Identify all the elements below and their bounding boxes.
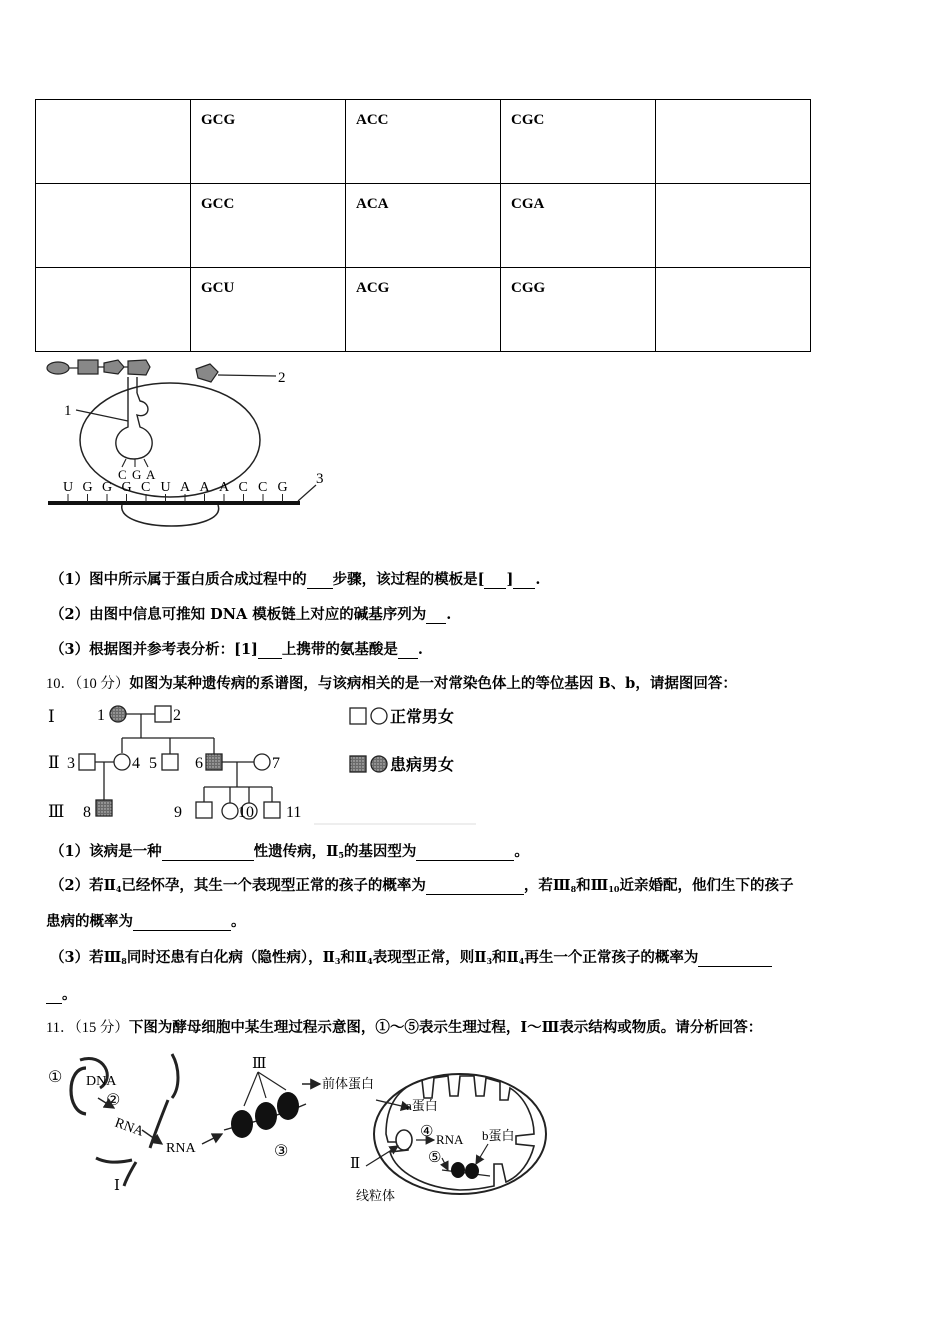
question-text: 下图为酵母细胞中某生理过程示意图，①～⑤表示生理过程，Ⅰ～Ⅲ表示结构或物质。请分析回答： — [128, 1019, 763, 1036]
blank — [698, 949, 772, 967]
text: （3）根据图并参考表分析：[1] — [50, 641, 258, 658]
subscript: 8 — [570, 884, 577, 894]
legend-female-affected — [371, 756, 387, 772]
female-normal — [114, 754, 130, 770]
q10-sub3-cont — [46, 983, 77, 1004]
mrna-base: C — [141, 480, 151, 495]
male-normal — [155, 706, 171, 722]
male-affected — [96, 800, 112, 816]
text: . — [535, 571, 541, 588]
blank — [426, 606, 446, 624]
q9-sub1 — [50, 568, 540, 589]
mitochondrial-dna — [396, 1130, 412, 1150]
text: 的基因型为 — [343, 843, 417, 860]
q9-sub2 — [50, 603, 451, 624]
q10-sub2 — [50, 874, 793, 895]
subscript: 10 — [608, 884, 620, 894]
text: . — [446, 606, 452, 623]
label-1: 1 — [64, 403, 72, 419]
question-score: （10 分） — [75, 676, 130, 692]
blank — [398, 641, 418, 659]
mrna-base: G — [82, 480, 93, 495]
legend-female-normal — [371, 708, 387, 724]
anticodon-legs — [122, 459, 148, 467]
structure-II-label: Ⅱ — [350, 1156, 361, 1172]
table-row — [36, 100, 811, 184]
text: 已经怀孕，其生一个表现型正常的孩子的概率为 — [121, 877, 426, 894]
question-text: 如图为某种遗传病的系谱图，与该病相关的是一对常染色体上的等位基因 B、b，请据图回答： — [129, 675, 737, 692]
text: ] — [506, 571, 514, 588]
question-score: （15 分） — [74, 1020, 129, 1036]
male-normal — [196, 802, 212, 818]
text: 和Ⅲ — [576, 877, 609, 894]
person-id: 6 — [195, 755, 203, 772]
b-protein-label: b蛋白 — [482, 1128, 515, 1143]
legend-affected-label: 患病男女 — [390, 757, 455, 774]
text: ，若Ⅲ — [523, 877, 571, 894]
person-id: 2 — [173, 707, 181, 724]
table-cell — [36, 100, 191, 184]
structure-I-label: Ⅰ — [114, 1178, 120, 1194]
male-normal — [162, 754, 178, 770]
subscript: 3 — [486, 956, 493, 966]
translation-diagram — [40, 355, 340, 545]
text: 。 — [62, 986, 77, 1003]
text: 和Ⅱ — [492, 949, 519, 966]
anticodon-base: C — [118, 467, 127, 482]
text: （2）若Ⅱ — [50, 877, 116, 894]
pedigree-chart — [44, 700, 484, 828]
text: （1）图中所示属于蛋白质合成过程中的 — [50, 571, 307, 588]
text: 。 — [231, 913, 246, 930]
person-id: 4 — [132, 755, 140, 772]
blank — [133, 913, 231, 931]
mrna-base: G — [277, 480, 288, 495]
person-id: 5 — [149, 755, 157, 772]
trna — [116, 377, 152, 459]
table-cell: CGC — [501, 100, 656, 184]
table-cell: CGG — [501, 268, 656, 352]
subscript: 4 — [518, 956, 525, 966]
blank — [513, 571, 535, 589]
female-normal — [222, 803, 238, 819]
male-normal — [79, 754, 95, 770]
process-4-label: ④ — [420, 1124, 434, 1140]
text: 和Ⅱ — [340, 949, 368, 966]
blank — [46, 986, 62, 1004]
mrna-base: U — [63, 480, 74, 495]
table-cell: ACC — [346, 100, 501, 184]
person-id: 11 — [286, 804, 302, 821]
mrna-base: C — [238, 480, 248, 495]
blank — [162, 843, 254, 861]
table-row — [36, 268, 811, 352]
generation-label: Ⅱ — [48, 753, 60, 772]
subscript: 4 — [367, 956, 373, 966]
codon-table — [35, 99, 811, 352]
label-2: 2 — [278, 370, 286, 386]
mrna-bases — [63, 480, 288, 502]
subscript: 5 — [338, 850, 344, 860]
process-1-label: ① — [48, 1069, 63, 1086]
table-cell — [656, 100, 811, 184]
mito-ribosome — [451, 1162, 479, 1179]
mrna-base: G — [102, 480, 113, 495]
table-cell: ACG — [346, 268, 501, 352]
rna-label: RNA — [112, 1115, 146, 1140]
blank — [484, 571, 506, 589]
mrna-base: A — [180, 480, 191, 495]
subscript: 3 — [334, 956, 341, 966]
table-cell: GCG — [191, 100, 346, 184]
table-cell: GCC — [191, 184, 346, 268]
legend-male-affected — [350, 756, 366, 772]
text: 步骤，该过程的模板是[ — [332, 571, 485, 588]
mrna-base: C — [258, 480, 268, 495]
rna-label: RNA — [166, 1141, 196, 1156]
blank — [416, 843, 514, 861]
person-id: 8 — [83, 804, 91, 821]
generation-label: Ⅰ — [48, 707, 55, 726]
male-normal — [264, 802, 280, 818]
question-number: 10． — [46, 676, 75, 692]
person-id: 9 — [174, 804, 182, 821]
female-normal — [254, 754, 270, 770]
q11-header — [46, 1016, 762, 1037]
q10-sub1 — [50, 840, 529, 861]
table-cell — [656, 268, 811, 352]
text: 性遗传病，Ⅱ — [253, 843, 339, 860]
subscript: 4 — [115, 884, 122, 894]
blank — [258, 641, 282, 659]
person-id: 3 — [67, 755, 75, 772]
q10-sub2-cont — [46, 910, 246, 931]
blank — [426, 877, 524, 895]
female-affected — [110, 706, 126, 722]
structure-III-label: Ⅲ — [252, 1056, 267, 1072]
q9-sub3 — [50, 638, 423, 659]
blank — [307, 571, 333, 589]
a-protein-label: a蛋白 — [406, 1098, 438, 1113]
anticodon-base: G — [132, 467, 142, 482]
question-number: 11． — [46, 1020, 75, 1036]
dna-ring — [71, 1068, 86, 1114]
table-row — [36, 184, 811, 268]
text: 患病的概率为 — [46, 913, 133, 930]
mrna-base: U — [160, 480, 171, 495]
text: 。 — [514, 843, 529, 860]
text: （1）该病是一种 — [50, 843, 162, 860]
text: 近亲婚配，他们生下的孩子 — [619, 877, 794, 894]
mrna-base: A — [219, 480, 230, 495]
person-id: 10 — [238, 804, 254, 821]
anticodon-base: A — [146, 467, 156, 482]
text: 上携带的氨基酸是 — [281, 641, 398, 658]
person-id: 7 — [272, 755, 280, 772]
table-cell: CGA — [501, 184, 656, 268]
process-2-label: ② — [106, 1092, 121, 1109]
male-affected — [206, 754, 222, 770]
subscript: 8 — [121, 956, 127, 966]
label-3: 3 — [316, 471, 324, 487]
table-cell: ACA — [346, 184, 501, 268]
mrna-base: A — [199, 480, 210, 495]
table-cell — [36, 268, 191, 352]
mrna-base: G — [121, 480, 132, 495]
yeast-cell-diagram — [44, 1048, 564, 1210]
table-cell — [656, 184, 811, 268]
q10-header — [46, 672, 737, 693]
generation-label: Ⅲ — [48, 802, 65, 821]
process-5-label: ⑤ — [428, 1150, 442, 1166]
text: 表现型正常，则Ⅱ — [372, 949, 487, 966]
rna-label: RNA — [436, 1132, 464, 1147]
ribosome-small-subunit — [122, 505, 219, 526]
table-cell — [36, 184, 191, 268]
text: 同时还患有白化病（隐性病），Ⅱ — [126, 949, 335, 966]
q10-sub3 — [50, 946, 772, 967]
text: （3）若Ⅲ — [50, 949, 122, 966]
legend-normal-label: 正常男女 — [390, 709, 455, 726]
precursor-protein-label: 前体蛋白 — [322, 1076, 375, 1091]
process-3-label: ③ — [274, 1143, 289, 1160]
table-cell: GCU — [191, 268, 346, 352]
text: 再生一个正常孩子的概率为 — [524, 949, 699, 966]
free-amino-acid — [196, 364, 218, 382]
text: （2）由图中信息可推知 DNA 模板链上对应的碱基序列为 — [50, 606, 427, 623]
dna-label: DNA — [86, 1074, 117, 1089]
legend-male-normal — [350, 708, 366, 724]
person-id: 1 — [97, 707, 105, 724]
polyribosome — [231, 1092, 299, 1138]
mitochondrion-label: 线粒体 — [356, 1188, 396, 1203]
text: . — [417, 641, 423, 658]
